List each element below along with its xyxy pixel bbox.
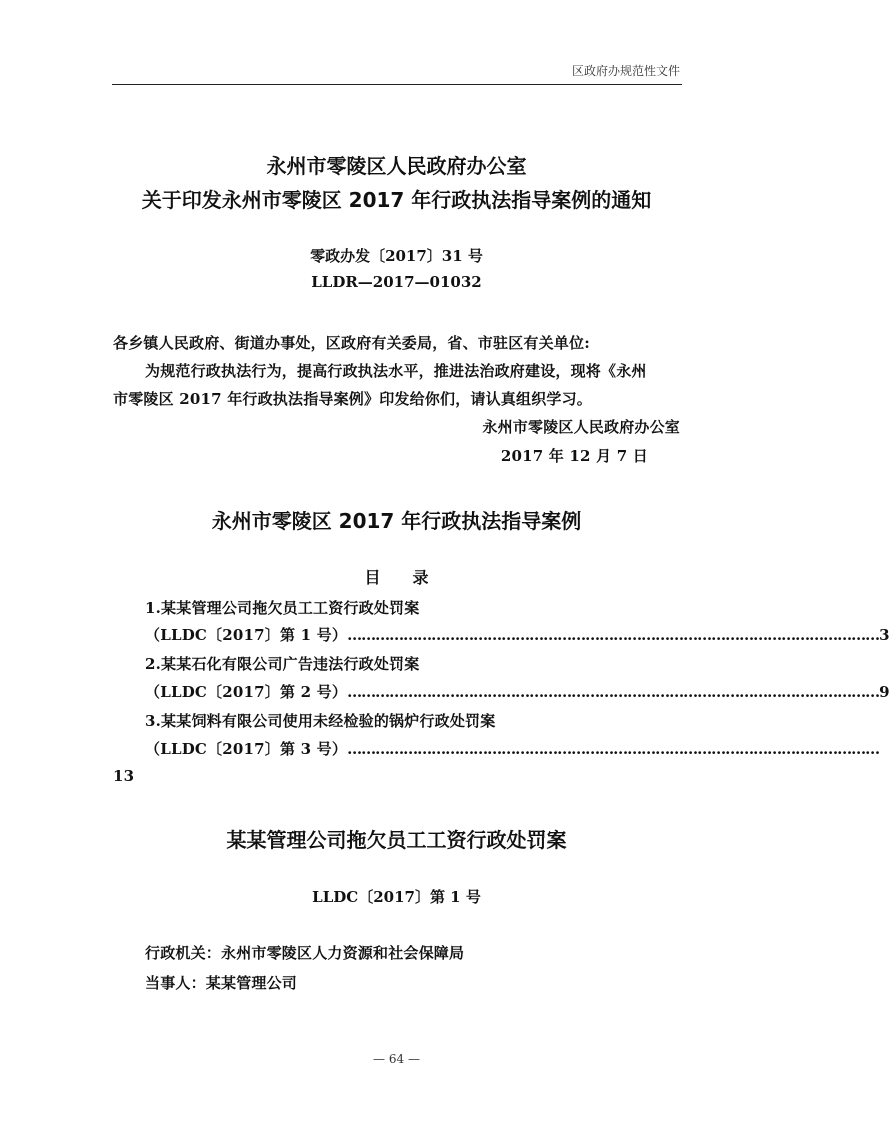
issuer: 永州市零陵区人民政府办公室 xyxy=(482,418,680,436)
toc-entry-page: 9 xyxy=(879,683,890,701)
toc-entry-title[interactable]: 1.某某管理公司拖欠员工工资行政处罚案 xyxy=(145,599,420,617)
case1-number: LLDC〔2017〕第 1 号 xyxy=(312,888,481,906)
toc-entry-page: 3 xyxy=(879,626,890,644)
toc-leader-dots: …………………………………………………………………………………………………… xyxy=(347,626,880,644)
recipients: 各乡镇人民政府、街道办事处，区政府有关委局，省、市驻区有关单位: xyxy=(113,334,590,352)
case1-title: 某某管理公司拖欠员工工资行政处罚案 xyxy=(226,828,567,852)
doc-number: 零政办发〔2017〕31 号 xyxy=(310,247,483,265)
notice-title-line2: 关于印发永州市零陵区 2017 年行政执法指导案例的通知 xyxy=(141,188,652,212)
toc-entry-ref-row[interactable] xyxy=(145,681,890,702)
toc-entry-ref: （LLDC〔2017〕第 2 号） xyxy=(145,683,348,701)
toc-entry-ref: （LLDC〔2017〕第 1 号） xyxy=(145,626,348,644)
page-number: — 64 — xyxy=(373,1052,420,1066)
notice-title-line1: 永州市零陵区人民政府办公室 xyxy=(266,154,527,178)
toc-entry-ref: （LLDC〔2017〕第 3 号） xyxy=(145,740,348,758)
case1-agency: 行政机关：永州市零陵区人力资源和社会保障局 xyxy=(145,944,465,962)
toc-heading: 目 录 xyxy=(364,568,429,587)
toc-entry-title[interactable]: 3.某某饲料有限公司使用未经检验的锅炉行政处罚案 xyxy=(145,712,496,730)
header-label: 区政府办规范性文件 xyxy=(571,64,680,78)
notice-body-line2: 市零陵区 2017 年行政执法指导案例》印发给你们，请认真组织学习。 xyxy=(113,390,592,408)
toc-entry-page[interactable]: 13 xyxy=(113,767,135,785)
reg-number: LLDR—2017—01032 xyxy=(311,273,482,291)
toc-entry-ref-row[interactable] xyxy=(145,624,890,645)
header-rule xyxy=(112,84,682,85)
issue-date: 2017 年 12 月 7 日 xyxy=(500,447,648,465)
toc-leader-dots: …………………………………………………………………………………………………… xyxy=(347,740,880,758)
case1-party: 当事人：某某管理公司 xyxy=(145,974,298,992)
toc-leader-dots: …………………………………………………………………………………………………… xyxy=(347,683,880,701)
notice-body-line1: 为规范行政执法行为，提高行政执法水平，推进法治政府建设，现将《永州 xyxy=(145,362,647,380)
toc-entry-ref-row[interactable] xyxy=(145,738,880,759)
toc-entry-title[interactable]: 2.某某石化有限公司广告违法行政处罚案 xyxy=(145,655,420,673)
casebook-title: 永州市零陵区 2017 年行政执法指导案例 xyxy=(211,509,582,533)
